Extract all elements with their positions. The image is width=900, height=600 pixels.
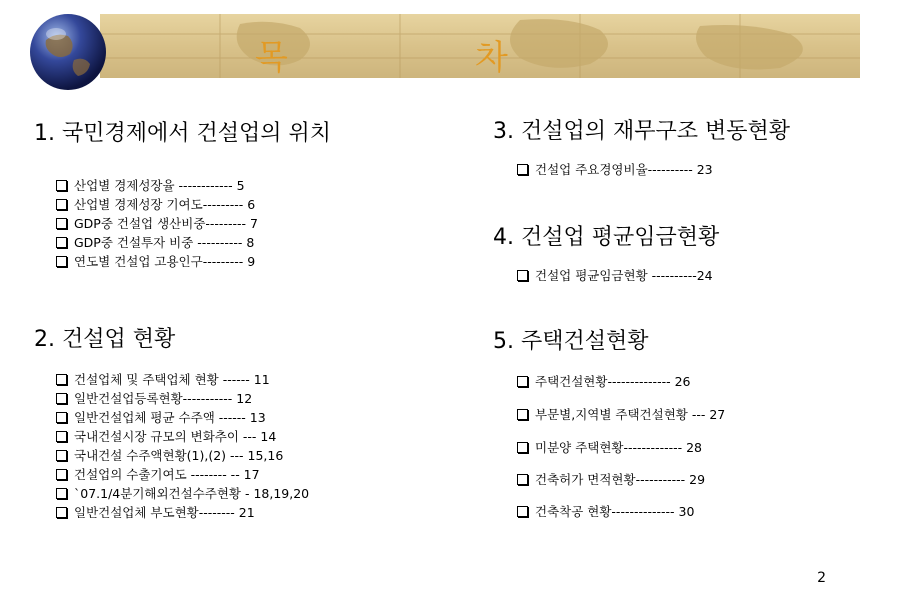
checkbox-icon	[56, 488, 67, 499]
checkbox-icon	[56, 469, 67, 480]
checkbox-icon	[56, 412, 67, 423]
banner-title-left: 목	[255, 38, 290, 78]
checkbox-icon	[517, 409, 528, 420]
checkbox-icon	[56, 256, 67, 267]
checkbox-icon	[517, 506, 528, 517]
checkbox-icon	[517, 474, 528, 485]
checkbox-icon	[56, 199, 67, 210]
checkbox-icon	[517, 442, 528, 453]
toc-item[interactable]: 주택건설현황-------------- 26	[517, 372, 690, 390]
section-4-title: 4. 건설업 평균임금현황	[493, 225, 720, 250]
toc-item[interactable]: 일반건설업체 부도현황-------- 21	[56, 503, 255, 521]
section-2-title: 2. 건설업 현황	[34, 327, 176, 352]
checkbox-icon	[56, 507, 67, 518]
checkbox-icon	[56, 218, 67, 229]
toc-item[interactable]: 건축허가 면적현황----------- 29	[517, 470, 705, 488]
checkbox-icon	[56, 180, 67, 191]
section-5-title: 5. 주택건설현황	[493, 329, 649, 354]
globe-icon	[26, 10, 110, 94]
toc-item[interactable]: 국내건설시장 규모의 변화추이 --- 14	[56, 427, 276, 445]
page-number: 2	[817, 570, 826, 586]
toc-item[interactable]: 건설업 평균임금현황 ----------24	[517, 266, 713, 284]
checkbox-icon	[517, 376, 528, 387]
toc-item[interactable]: 일반건설업체 평균 수주액 ------ 13	[56, 408, 266, 426]
checkbox-icon	[56, 374, 67, 385]
toc-item[interactable]: 일반건설업등록현황----------- 12	[56, 389, 252, 407]
toc-item[interactable]: 건설업 주요경영비율---------- 23	[517, 160, 713, 178]
checkbox-icon	[517, 270, 528, 281]
checkbox-icon	[56, 431, 67, 442]
checkbox-icon	[56, 393, 67, 404]
checkbox-icon	[517, 164, 528, 175]
toc-item[interactable]: 건설업체 및 주택업체 현황 ------ 11	[56, 370, 270, 388]
checkbox-icon	[56, 237, 67, 248]
toc-item[interactable]: 건축착공 현황-------------- 30	[517, 502, 694, 520]
toc-item[interactable]: 건설업의 수출기여도 -------- -- 17	[56, 465, 260, 483]
section-3-title: 3. 건설업의 재무구조 변동현황	[493, 119, 790, 144]
section-1-title: 1. 국민경제에서 건설업의 위치	[34, 121, 331, 146]
toc-item[interactable]: 국내건설 수주액현황(1),(2) --- 15,16	[56, 446, 283, 464]
toc-item[interactable]: GDP중 건설업 생산비중--------- 7	[56, 214, 258, 232]
banner-title-right: 차	[475, 38, 510, 78]
checkbox-icon	[56, 450, 67, 461]
toc-item[interactable]: 미분양 주택현황------------- 28	[517, 438, 702, 456]
toc-item[interactable]: 산업별 경제성장 기여도--------- 6	[56, 195, 255, 213]
toc-item[interactable]: 부문별,지역별 주택건설현황 --- 27	[517, 405, 725, 423]
toc-item[interactable]: 연도별 건설업 고용인구--------- 9	[56, 252, 255, 270]
toc-item[interactable]: `07.1/4분기해외건설수주현황 - 18,19,20	[56, 484, 309, 502]
header-banner	[100, 14, 860, 78]
toc-item[interactable]: GDP중 건설투자 비중 ---------- 8	[56, 233, 254, 251]
toc-item[interactable]: 산업별 경제성장율 ------------ 5	[56, 176, 245, 194]
